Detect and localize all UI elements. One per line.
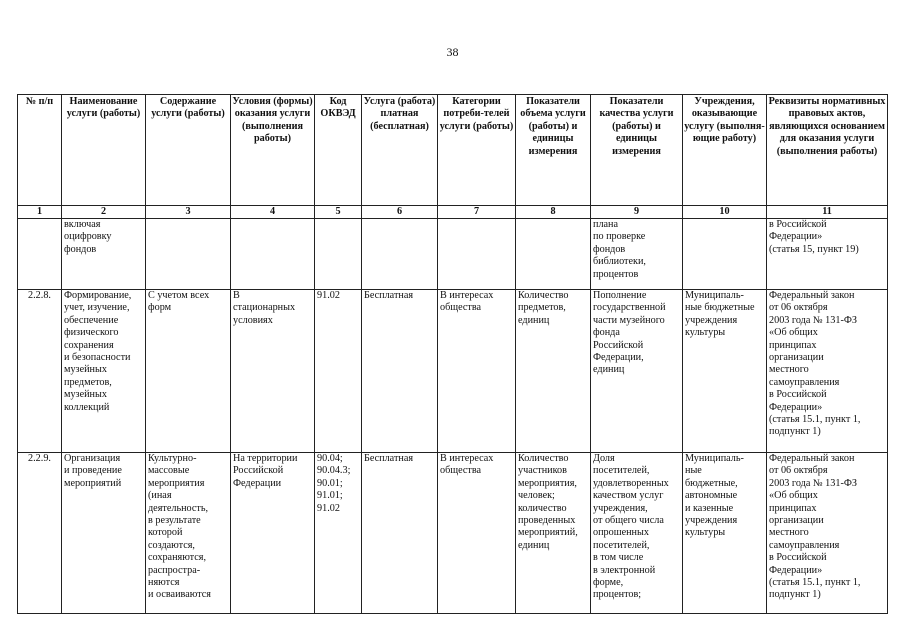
header-cell: Показатели объема услуги (работы) и единицы измерения xyxy=(516,95,591,206)
table-row-2-2-9 xyxy=(18,453,888,614)
consumer-category: В интересах общества xyxy=(438,453,516,614)
table-cell xyxy=(438,219,516,290)
header-cell: Показатели качества услуги (работы) и единицы измерения xyxy=(591,95,683,206)
header-cell: Услуга (работа) платная (бесплатная) xyxy=(362,95,438,206)
column-number: 6 xyxy=(362,206,438,219)
row-number: 2.2.8. xyxy=(18,290,62,453)
table-row-2-2-8 xyxy=(18,290,888,453)
okved-code: 90.04; 90.04.3; 90.01; 91.01; 91.02 xyxy=(315,453,362,614)
header-cell: Реквизиты нормативных правовых актов, являющихся основанием для оказания услуги (выполнения работы) xyxy=(767,95,888,206)
column-number: 1 xyxy=(18,206,62,219)
paid-status: Бесплатная xyxy=(362,453,438,614)
legal-acts: Федеральный закон от 06 октября 2003 года № 131-ФЗ «Об общих принципах организации местного самоуправления в Российской Федерации» (статья 15.1, пункт 1, подпункт 1) xyxy=(767,290,888,453)
header-cell: № п/п xyxy=(18,95,62,206)
table-cell: в Российской Федерации» (статья 15, пункт 19) xyxy=(767,219,888,290)
quality-indicators: Доля посетителей, удовлетворенных качеством услуг учреждения, от общего числа опрошенных посетителей, в том числе в электронной форме, процентов; xyxy=(591,453,683,614)
service-content: Культурно- массовые мероприятия (иная деятельность, в результате которой создаются, сохраняются, распростра- няются и осваиваются xyxy=(146,453,231,614)
column-number: 8 xyxy=(516,206,591,219)
header-cell: Наименование услуги (работы) xyxy=(62,95,146,206)
page-number: 38 xyxy=(446,45,459,59)
column-number-row xyxy=(18,206,888,219)
table-cell xyxy=(18,219,62,290)
institutions: Муниципаль- ные бюджетные, автономные и казенные учреждения культуры xyxy=(683,453,767,614)
column-number: 5 xyxy=(315,206,362,219)
table-cell xyxy=(231,219,315,290)
service-conditions: На территории Российской Федерации xyxy=(231,453,315,614)
service-content: С учетом всех форм xyxy=(146,290,231,453)
quality-indicators: Пополнение государственной части музейного фонда Российской Федерации, единиц xyxy=(591,290,683,453)
table-cell xyxy=(315,219,362,290)
column-number: 3 xyxy=(146,206,231,219)
table-cell xyxy=(146,219,231,290)
header-cell: Условия (формы) оказания услуги (выполнения работы) xyxy=(231,95,315,206)
institutions: Муниципаль- ные бюджетные учреждения культуры xyxy=(683,290,767,453)
column-number: 10 xyxy=(683,206,767,219)
paid-status: Бесплатная xyxy=(362,290,438,453)
header-cell: Код ОКВЭД xyxy=(315,95,362,206)
column-number: 11 xyxy=(767,206,888,219)
header-cell: Содержание услуги (работы) xyxy=(146,95,231,206)
table-row-continuation xyxy=(18,219,888,290)
table-cell: включая оцифровку фондов xyxy=(62,219,146,290)
table-cell xyxy=(516,219,591,290)
services-table xyxy=(17,94,888,614)
legal-acts: Федеральный закон от 06 октября 2003 года № 131-ФЗ «Об общих принципах организации местного самоуправления в Российской Федерации» (статья 15.1, пункт 1, подпункт 1) xyxy=(767,453,888,614)
column-number: 7 xyxy=(438,206,516,219)
volume-indicators: Количество участников мероприятия, человек; количество проведенных мероприятий, единиц xyxy=(516,453,591,614)
header-row xyxy=(18,95,888,206)
header-cell: Учреждения, оказывающие услугу (выполня-ющие работу) xyxy=(683,95,767,206)
table-cell xyxy=(362,219,438,290)
volume-indicators: Количество предметов, единиц xyxy=(516,290,591,453)
column-number: 4 xyxy=(231,206,315,219)
service-conditions: В стационарных условиях xyxy=(231,290,315,453)
consumer-category: В интересах общества xyxy=(438,290,516,453)
row-number: 2.2.9. xyxy=(18,453,62,614)
okved-code: 91.02 xyxy=(315,290,362,453)
table-cell: плана по проверке фондов библиотеки, процентов xyxy=(591,219,683,290)
header-cell: Категории потреби-телей услуги (работы) xyxy=(438,95,516,206)
service-name: Формирование, учет, изучение, обеспечение физического сохранения и безопасности музейных предметов, музейных коллекций xyxy=(62,290,146,453)
column-number: 2 xyxy=(62,206,146,219)
service-name: Организация и проведение мероприятий xyxy=(62,453,146,614)
table-cell xyxy=(683,219,767,290)
column-number: 9 xyxy=(591,206,683,219)
